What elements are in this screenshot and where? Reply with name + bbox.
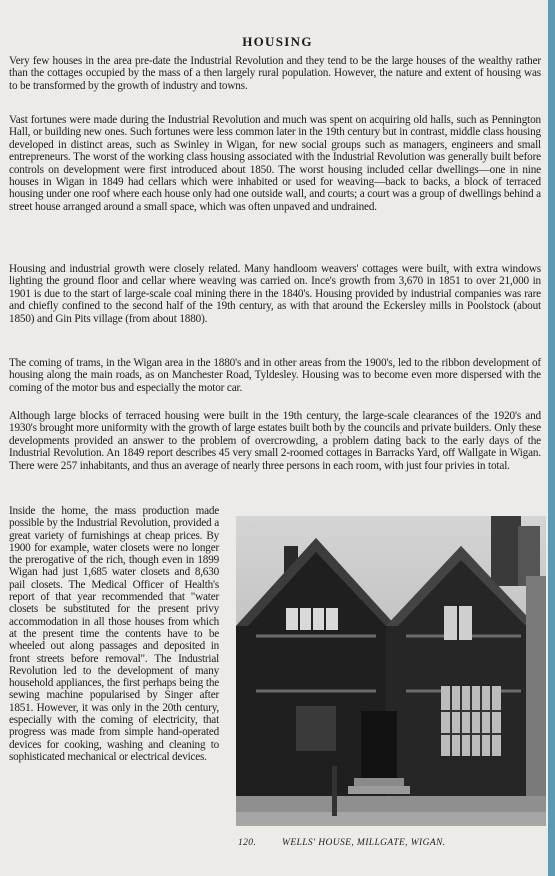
page-title: HOUSING [242,34,313,49]
house-photo-illustration [236,516,546,826]
paragraph-fortunes: Vast fortunes were made during the Industrial Revolution and much was spent on acquiring old halls, such as Pennington Hall, or building new ones. Such fortunes were less common later in the 19th century but in contrast, middle class housing developed in distinct areas, such as Swinley in Wigan, for new social groups such as managers, engineers and small entrepreneurs. The worst of the working class housing associated with the Industrial Revolution was generally built before controls on development were first introduced about 1850. The worst housing included cellar dwellings—one in nine houses in Wigan in 1849 had cellars which were inhabited or used for weaving—back to backs, a block of terraced housing under one roof where each house only had one outside wall, and courts; a court was a group of dwellings behind a street house arranged around a small space, which was often unpaved and undrained. [9,114,541,213]
house-photograph [236,516,546,826]
paragraph-intro: Very few houses in the area pre-date the Industrial Revolution and they tend to be the large houses of the wealthy rather than the cottages occupied by the mass of a then largely rural population. However, the nature and extent of housing was to be transformed by the growth of industry and towns. [9,55,541,92]
figure-number: 120. [238,838,257,848]
page-edge-strip [548,0,555,876]
paragraph-trams: The coming of trams, in the Wigan area in the 1880's and in other areas from the 1900's, led to the ribbon development of housing along the main roads, as on Manchester Road, Tyldesley. Housing was to become even more dispersed with the coming of the motor bus and especially the motor car. [9,357,541,394]
paragraph-inside-home: Inside the home, the mass production made possible by the Industrial Revolution, provided a great variety of furnishings at cheap prices. By 1900 for example, water closets were no longer the prerogative of the rich, though even in 1899 Wigan had just 1,685 water closets and 8,630 pail closets. The Medical Officer of Health's report of that year recommended that "water closets be substituted for the present privy accommodation in all those houses from which at the present time the contents have to be wheeled out along passages and deposited in front streets before removal". The Industrial Revolution led to the development of many household appliances, the first perhaps being the sewing machine popularised by Singer after 1851. However, it was only in the 20th century, especially with the coming of electricity, that progress was made from simple hand-operated devices for cooking, washing and cleaning to sophisticated mechanical or electrical devices. [9,505,219,763]
figure-caption-text: WELLS' HOUSE, MILLGATE, WIGAN. [282,838,446,848]
paragraph-terraced-housing: Although large blocks of terraced housing were built in the 19th century, the large-scale clearances of the 1920's and 1930's brought more uniformity with the growth of large estates built both by the councils and private builders. Only these developments provided an answer to the problem of overcrowding, a problem dating back to the early days of the Industrial Revolution. An 1849 report describes 45 very small 2-roomed cottages in Barracks Yard, off Wallgate in Wigan. There were 257 inhabitants, and thus an average of nearly three persons in each room, with just four privies in total. [9,410,541,472]
figure-caption [238,838,548,848]
paragraph-industrial-growth: Housing and industrial growth were closely related. Many handloom weavers' cottages were built, with extra windows lighting the ground floor and cellar where weaving was carried on. Ince's growth from 3,670 in 1851 to over 21,000 in 1901 is due to the start of large-scale coal mining there in the 1840's. Housing provided by industrial companies was rare and chiefly confined to the second half of the 19th century, as with that around the Eckersley mills in Poolstock (about 1850) and Gin Pits village (from about 1880). [9,263,541,325]
